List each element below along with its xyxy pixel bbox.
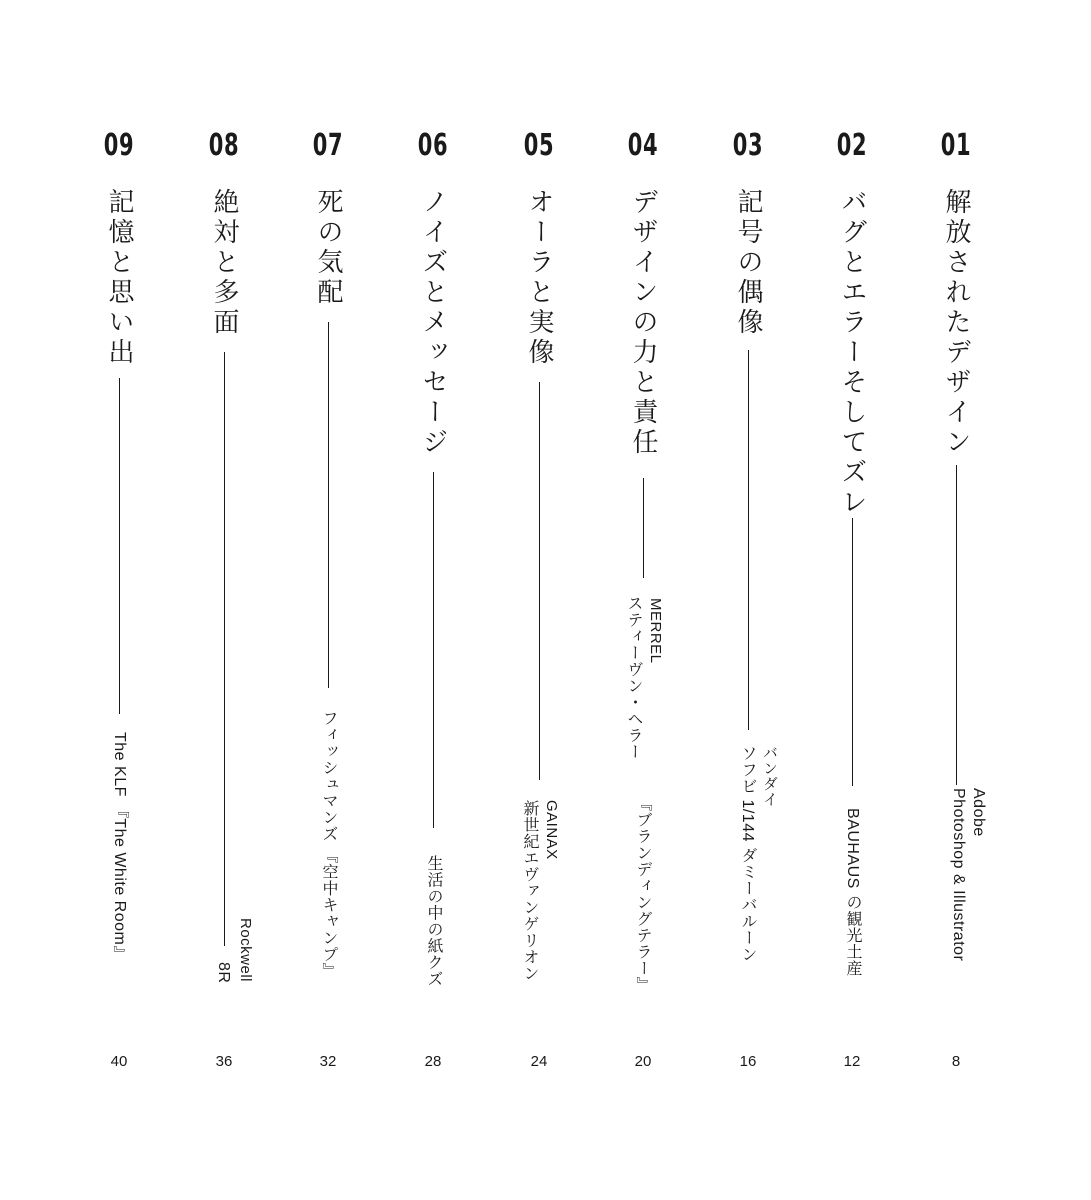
chapter-title: 死の気配	[313, 188, 343, 308]
subject-title: Photoshop & Illustrator	[950, 788, 967, 962]
subject-title: ソフビ 1/144 ダミーバルーン	[739, 745, 756, 963]
subject-author: スティーヴン・ヘラー	[625, 595, 642, 760]
divider-line	[643, 478, 644, 578]
divider-line	[328, 322, 329, 688]
chapter-title: 記号の偶像	[733, 188, 763, 338]
subject-title: 『ブランディングテラー』	[634, 795, 651, 993]
chapter-03	[693, 0, 803, 1200]
chapter-number: 03	[732, 128, 764, 163]
subject-title: BAUHAUS の観光土産	[844, 808, 861, 977]
chapter-07	[273, 0, 383, 1200]
subject-title: 8R	[215, 962, 232, 984]
subject-credit: MERREL	[647, 598, 664, 664]
subject-credit: Rockwell	[237, 918, 254, 983]
subject-credit: バンダイ	[761, 745, 778, 807]
subject-title: The KLF 『The White Room』	[111, 732, 128, 962]
chapter-number: 02	[836, 128, 868, 163]
subject-title: 生活の中の紙クズ	[425, 855, 442, 987]
page-number: 12	[843, 1053, 861, 1070]
divider-line	[433, 472, 434, 828]
chapter-04	[588, 0, 698, 1200]
chapter-06	[378, 0, 488, 1200]
chapter-title: 記憶と思い出	[104, 188, 134, 368]
page-number: 20	[634, 1053, 652, 1070]
chapter-02	[797, 0, 907, 1200]
chapter-05	[484, 0, 594, 1200]
divider-line	[224, 352, 225, 946]
subject-title: フィッシュマンズ 『空中キャンプ』	[320, 710, 337, 979]
divider-line	[852, 518, 853, 786]
chapter-title: オーラと実像	[524, 188, 554, 368]
page-number: 24	[530, 1053, 548, 1070]
chapter-number: 07	[312, 128, 344, 163]
chapter-number: 05	[523, 128, 555, 163]
chapter-number: 06	[417, 128, 449, 163]
chapter-number: 09	[103, 128, 135, 163]
chapter-number: 01	[940, 128, 972, 163]
page-number: 40	[110, 1053, 128, 1070]
chapter-number: 04	[627, 128, 659, 163]
divider-line	[956, 465, 957, 785]
subject-credit: GAINAX	[543, 800, 560, 860]
page-number: 8	[951, 1053, 961, 1070]
chapter-01	[901, 0, 1011, 1200]
chapter-number: 08	[208, 128, 240, 163]
page-number: 28	[424, 1053, 442, 1070]
subject-title: 新世紀エヴァンゲリオン	[521, 800, 538, 982]
page-number: 36	[215, 1053, 233, 1070]
divider-line	[539, 382, 540, 780]
chapter-08	[169, 0, 279, 1200]
chapter-title: 解放されたデザイン	[941, 188, 971, 458]
divider-line	[119, 378, 120, 714]
subject-credit: Adobe	[970, 788, 987, 837]
chapter-title: デザインの力と責任	[628, 188, 658, 458]
page-number: 16	[739, 1053, 757, 1070]
divider-line	[748, 350, 749, 730]
chapter-title: 絶対と多面	[209, 188, 239, 338]
chapter-09	[64, 0, 174, 1200]
chapter-title: バグとエラーそしてズレ	[837, 188, 867, 518]
chapter-title: ノイズとメッセージ	[418, 188, 448, 458]
page-number: 32	[319, 1053, 337, 1070]
